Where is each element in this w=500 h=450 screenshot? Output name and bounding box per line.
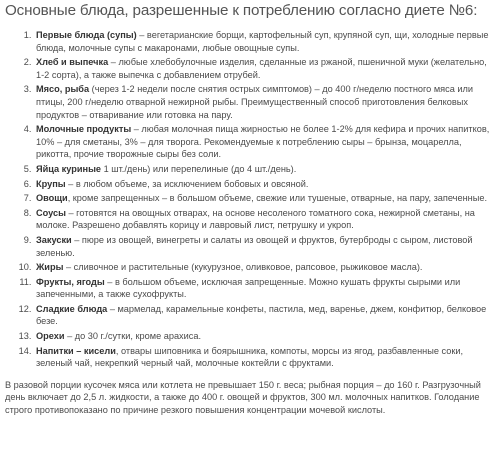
list-item-drinks — [34, 345, 494, 370]
item-text: – готовятся на овощных отварах, на основе несоленого томатного сока, нежирной сметаны, на молоке. Разрешено добавлять корицу и лавровый лист, петрушку и укроп. — [36, 207, 475, 231]
item-text: – вегетарианские борщи, картофельный суп, крупяной суп, щи, холодные первые блюда, молочные супы с макаронами, любые овощные супы. — [36, 30, 489, 53]
item-text: – пюре из овощей, винегреты и салаты из овощей и фруктов, бутерброды с сыром, листовой зеленью. — [36, 234, 473, 258]
item-term: Закуски — [36, 234, 72, 245]
item-term: Фрукты, ягоды — [36, 276, 105, 287]
item-term: Овощи — [36, 193, 68, 204]
allowed-foods-list — [5, 29, 494, 370]
item-text: – любые хлебобулочные изделия, сделанные из ржаной, пшеничной муки (желательно, 1-2 сорта), а также выпечка с добавлением отрубей. — [36, 57, 487, 80]
list-item-eggs — [34, 163, 494, 176]
item-term: Мясо, рыба — [36, 84, 90, 95]
item-term: Орехи — [36, 331, 65, 342]
item-text: – мармелад, карамельные конфеты, пастила, мед, варенье, джем, конфитюр, белковое безе. — [36, 303, 487, 327]
list-item-bread — [34, 56, 494, 81]
item-term: Соусы — [36, 207, 66, 218]
item-term: Крупы — [36, 178, 66, 189]
list-item-first-courses — [34, 29, 494, 54]
item-text: – сливочное и растительные (кукурузное, оливковое, рапсовое, рыжиковое масла). — [63, 262, 423, 273]
item-text: , отвары шиповника и боярышника, компоты, морсы из ягод, разбавленные соки, зеленый чай, некрепкий черный чай, молочные коктейли с фруктами. — [36, 345, 464, 369]
list-item-snacks — [34, 234, 494, 259]
item-term: Яйца куриные — [36, 163, 102, 174]
list-item-sweets — [34, 303, 494, 328]
item-text: 1 шт./день) или перепелиные (до 4 шт./день). — [101, 163, 297, 174]
item-text: – в большом объеме, исключая запрещенные. Можно кушать фрукты сырыми или запеченными, а также сухофрукты. — [36, 276, 461, 300]
item-term: Напитки – кисели — [36, 345, 116, 356]
item-term: Жиры — [36, 262, 64, 273]
item-term: Сладкие блюда — [36, 303, 108, 314]
list-item-nuts — [34, 330, 494, 343]
item-text: – любая молочная пища жирностью не более 1-2% для кефира и прочих напитков, 10% – для сметаны, 3% – для творога. Рекомендуемые к потреблению сыры – брынза, моцарелла, рикотта, прочие творожные сыры без соли. — [36, 124, 490, 160]
item-text: – до 30 г./сутки, кроме арахиса. — [64, 331, 202, 342]
item-term: Хлеб и выпечка — [36, 57, 109, 68]
summary-paragraph: В разовой порции кусочек мяса или котлета не превышает 150 г. веса; рыбная порция – до 160 г. Разгрузочный день включает до 2,5 л. жидкости, а также до 400 г. овощей и фруктов, 300 мл. молочных напитков. Голодание строго противопоказано по причине резкого повышения концентрации мочевой кислоты. — [5, 379, 481, 416]
list-item-vegetables — [34, 192, 494, 205]
item-term: Первые блюда (супы) — [36, 30, 137, 40]
item-term: Молочные продукты — [36, 124, 132, 135]
list-item-fruits — [34, 276, 494, 301]
list-item-dairy — [34, 123, 494, 161]
list-item-sauces — [34, 207, 494, 232]
list-item-grains — [34, 178, 494, 191]
item-text: – в любом объеме, за исключением бобовых и овсяной. — [65, 178, 309, 189]
item-text: , кроме запрещенных – в большом объеме, свежие или тушеные, отварные, на пару, запеченные. — [67, 193, 487, 204]
item-text: (через 1-2 недели после снятия острых симптомов) – до 400 г/неделю постного мяса или птицы, 200 г/неделю отварной нежирной рыбы. Преимущественный способ приготовления белковых продуктов – отваривание или готовка на пару. — [36, 84, 474, 120]
list-item-fats — [34, 261, 494, 274]
page-title: Основные блюда, разрешенные к потреблению согласно диете №6: — [5, 2, 478, 19]
list-item-meat-fish — [34, 83, 494, 121]
